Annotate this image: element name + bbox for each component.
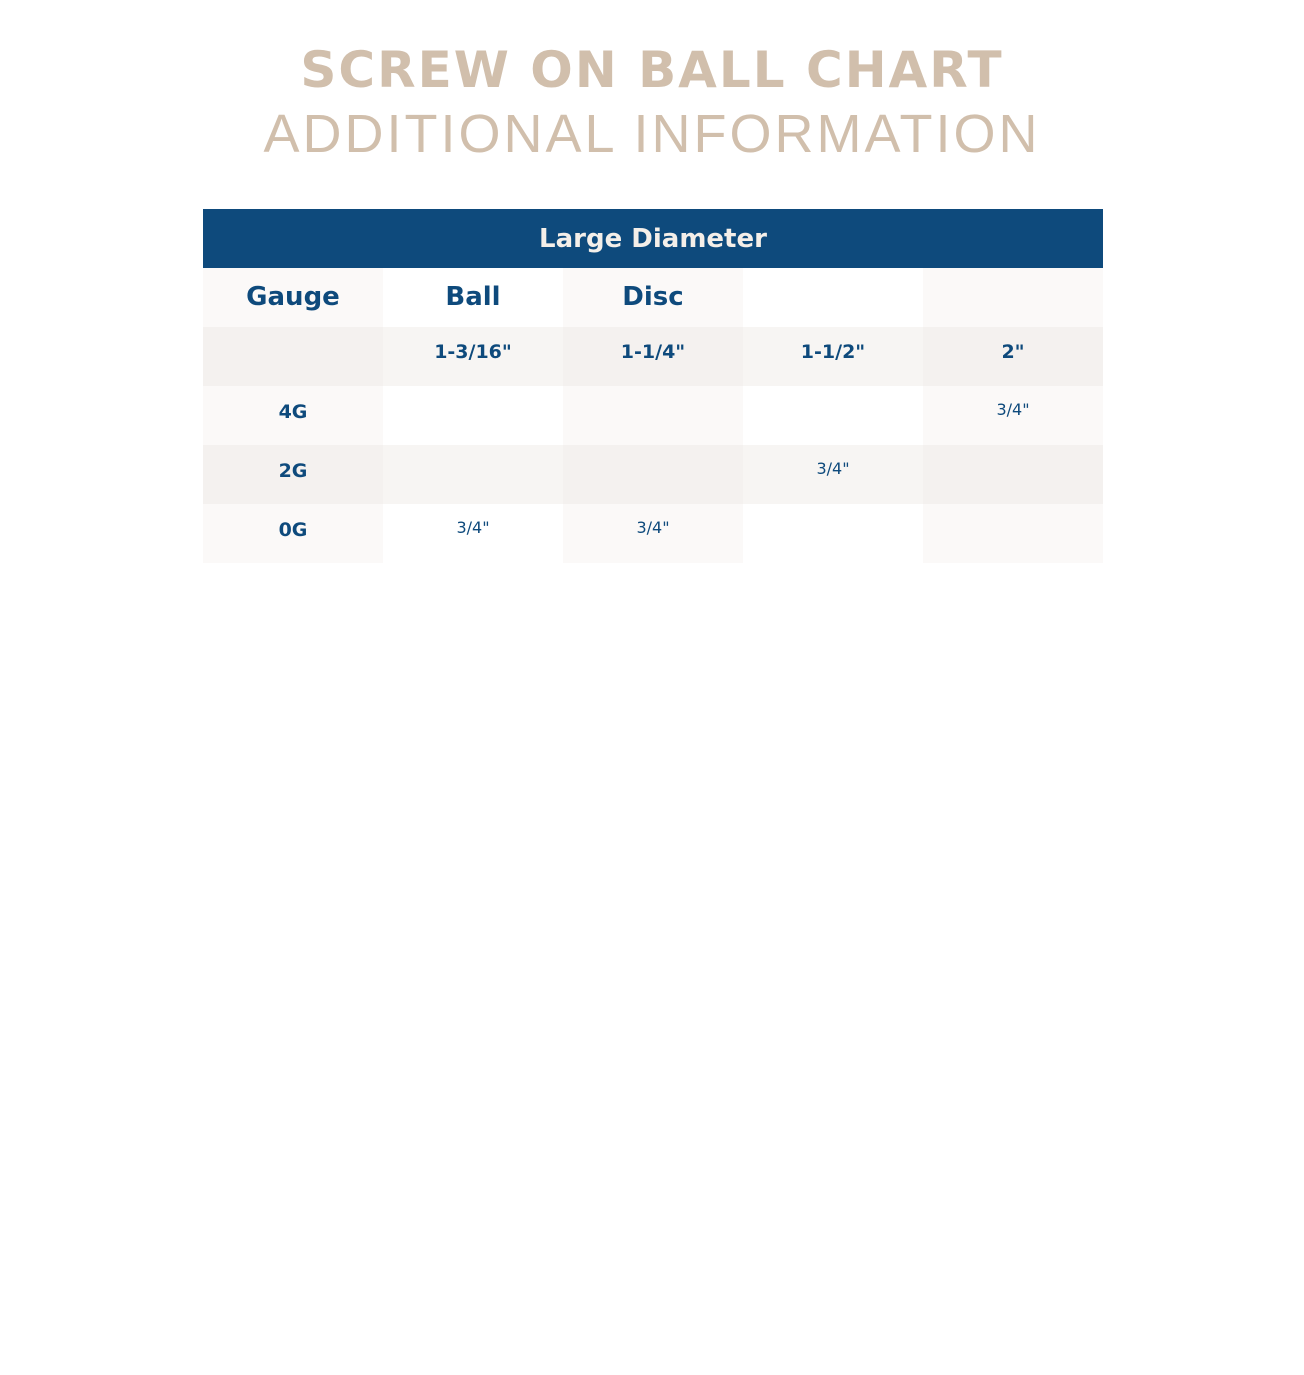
value-cell [383, 445, 563, 504]
value-cell [563, 386, 743, 445]
column-label-empty-4 [743, 268, 923, 327]
value-cell [923, 504, 1103, 563]
page-subtitle: ADDITIONAL INFORMATION [263, 104, 1041, 164]
table-row [203, 386, 1103, 445]
value-cell: 3/4" [923, 386, 1103, 445]
size-cell: 1-1/2" [743, 327, 923, 386]
sizes-row [203, 327, 1103, 386]
table-header: Large Diameter [203, 209, 1103, 268]
table-row [203, 445, 1103, 504]
gauge-cell: 4G [203, 386, 383, 445]
column-label-ball: Ball [383, 268, 563, 327]
value-cell: 3/4" [383, 504, 563, 563]
chart-titles [0, 40, 1304, 166]
column-label-disc: Disc [563, 268, 743, 327]
value-cell [383, 386, 563, 445]
value-cell [923, 445, 1103, 504]
size-chart-table [203, 209, 1103, 563]
value-cell [563, 445, 743, 504]
column-labels-row [203, 268, 1103, 327]
gauge-cell: 2G [203, 445, 383, 504]
value-cell: 3/4" [563, 504, 743, 563]
size-cell: 2" [923, 327, 1103, 386]
size-cell-blank [203, 327, 383, 386]
gauge-cell: 0G [203, 504, 383, 563]
value-cell: 3/4" [743, 445, 923, 504]
value-cell [743, 386, 923, 445]
column-label-gauge: Gauge [203, 268, 383, 327]
page-title: SCREW ON BALL CHART [300, 41, 1004, 99]
column-label-empty-5 [923, 268, 1103, 327]
value-cell [743, 504, 923, 563]
table-row [203, 504, 1103, 563]
size-cell: 1-1/4" [563, 327, 743, 386]
size-cell: 1-3/16" [383, 327, 563, 386]
